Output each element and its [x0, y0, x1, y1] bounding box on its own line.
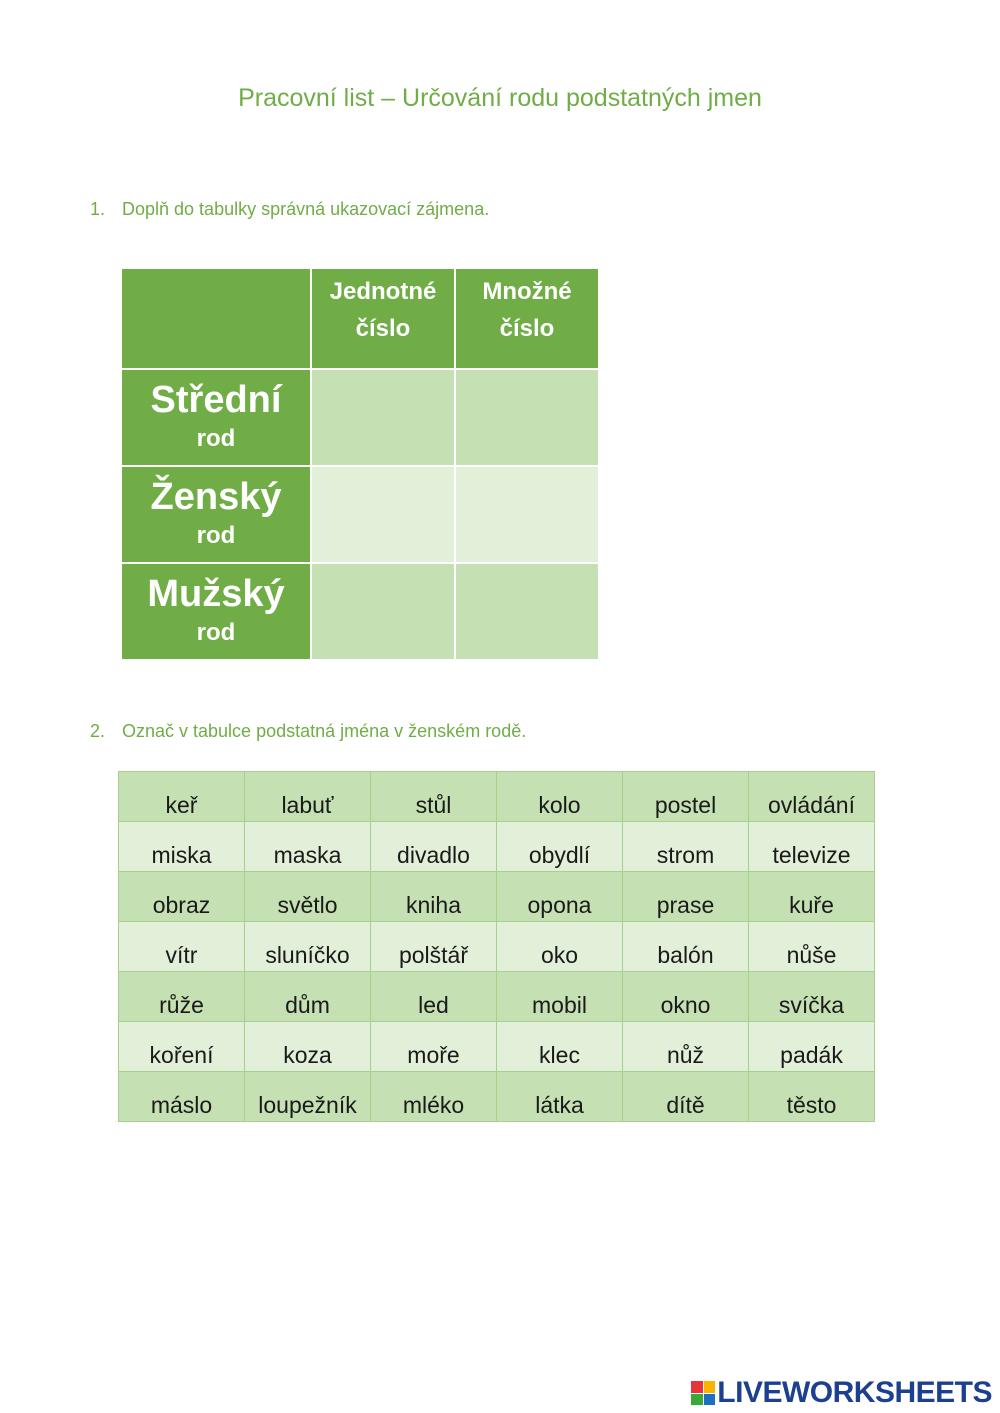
word-cell[interactable]: strom: [623, 822, 749, 872]
word-cell[interactable]: růže: [119, 972, 245, 1022]
question-1: [90, 199, 489, 220]
word-grid-row: [119, 822, 875, 872]
word-cell[interactable]: moře: [371, 1022, 497, 1072]
word-cell[interactable]: obraz: [119, 872, 245, 922]
col-header-plural: Množné číslo: [455, 268, 599, 369]
word-cell[interactable]: stůl: [371, 772, 497, 822]
word-cell[interactable]: opona: [497, 872, 623, 922]
word-cell[interactable]: kuře: [749, 872, 875, 922]
word-cell[interactable]: dům: [245, 972, 371, 1022]
question-2-number: 2.: [90, 721, 106, 741]
word-cell[interactable]: klec: [497, 1022, 623, 1072]
liveworksheets-brand: [691, 1376, 992, 1410]
word-cell[interactable]: postel: [623, 772, 749, 822]
word-cell[interactable]: prase: [623, 872, 749, 922]
row-header-main: Střední: [150, 378, 282, 421]
word-grid-row: [119, 772, 875, 822]
logo-square: [704, 1381, 716, 1393]
word-cell[interactable]: maska: [245, 822, 371, 872]
word-cell[interactable]: nůž: [623, 1022, 749, 1072]
answer-cell-neuter-singular[interactable]: [311, 369, 455, 466]
word-grid-row: [119, 872, 875, 922]
word-cell[interactable]: máslo: [119, 1072, 245, 1122]
logo-square: [691, 1381, 703, 1393]
row-header-sub: rod: [196, 618, 236, 646]
question-2: [90, 721, 526, 742]
row-header-neuter: [121, 369, 311, 466]
word-cell[interactable]: světlo: [245, 872, 371, 922]
col-header-singular: Jednotné číslo: [311, 268, 455, 369]
logo-square: [691, 1394, 703, 1406]
word-cell[interactable]: oko: [497, 922, 623, 972]
word-cell[interactable]: obydlí: [497, 822, 623, 872]
word-cell[interactable]: padák: [749, 1022, 875, 1072]
word-cell[interactable]: balón: [623, 922, 749, 972]
word-cell[interactable]: nůše: [749, 922, 875, 972]
answer-cell-masculine-singular[interactable]: [311, 563, 455, 660]
word-cell[interactable]: těsto: [749, 1072, 875, 1122]
word-cell[interactable]: ovládání: [749, 772, 875, 822]
row-header-sub: rod: [196, 424, 236, 452]
word-grid-row: [119, 1072, 875, 1122]
word-cell[interactable]: polštář: [371, 922, 497, 972]
answer-cell-feminine-singular[interactable]: [311, 466, 455, 563]
word-cell[interactable]: svíčka: [749, 972, 875, 1022]
word-cell[interactable]: sluníčko: [245, 922, 371, 972]
word-cell[interactable]: led: [371, 972, 497, 1022]
word-cell[interactable]: kolo: [497, 772, 623, 822]
word-cell[interactable]: koření: [119, 1022, 245, 1072]
word-grid: [118, 771, 875, 1122]
word-cell[interactable]: kniha: [371, 872, 497, 922]
word-cell[interactable]: labuť: [245, 772, 371, 822]
word-cell[interactable]: loupežník: [245, 1072, 371, 1122]
row-header-main: Mužský: [147, 572, 285, 615]
question-1-text: Doplň do tabulky správná ukazovací zájmena.: [122, 199, 490, 219]
answer-cell-feminine-plural[interactable]: [455, 466, 599, 563]
row-header-sub: rod: [196, 521, 236, 549]
logo-square: [704, 1394, 716, 1406]
word-cell[interactable]: vítr: [119, 922, 245, 972]
word-cell[interactable]: televize: [749, 822, 875, 872]
row-header-main: Ženský: [150, 475, 282, 518]
word-cell[interactable]: dítě: [623, 1072, 749, 1122]
word-grid-row: [119, 972, 875, 1022]
row-header-feminine: [121, 466, 311, 563]
question-2-text: Označ v tabulce podstatná jména v ženském rodě.: [122, 721, 527, 741]
answer-cell-masculine-plural[interactable]: [455, 563, 599, 660]
word-cell[interactable]: miska: [119, 822, 245, 872]
word-cell[interactable]: mobil: [497, 972, 623, 1022]
pronoun-table-corner: [121, 268, 311, 369]
word-grid-row: [119, 1022, 875, 1072]
word-cell[interactable]: okno: [623, 972, 749, 1022]
word-grid-row: [119, 922, 875, 972]
word-cell[interactable]: divadlo: [371, 822, 497, 872]
answer-cell-neuter-plural[interactable]: [455, 369, 599, 466]
pronoun-table: [120, 267, 600, 661]
row-header-masculine: [121, 563, 311, 660]
word-cell[interactable]: látka: [497, 1072, 623, 1122]
word-cell[interactable]: koza: [245, 1022, 371, 1072]
page-title: Pracovní list – Určování rodu podstatných jmen: [238, 84, 762, 112]
liveworksheets-logo-icon: [691, 1381, 715, 1405]
word-cell[interactable]: mléko: [371, 1072, 497, 1122]
liveworksheets-wordmark: LIVEWORKSHEETS: [717, 1376, 992, 1409]
question-1-number: 1.: [90, 199, 106, 219]
word-cell[interactable]: keř: [119, 772, 245, 822]
